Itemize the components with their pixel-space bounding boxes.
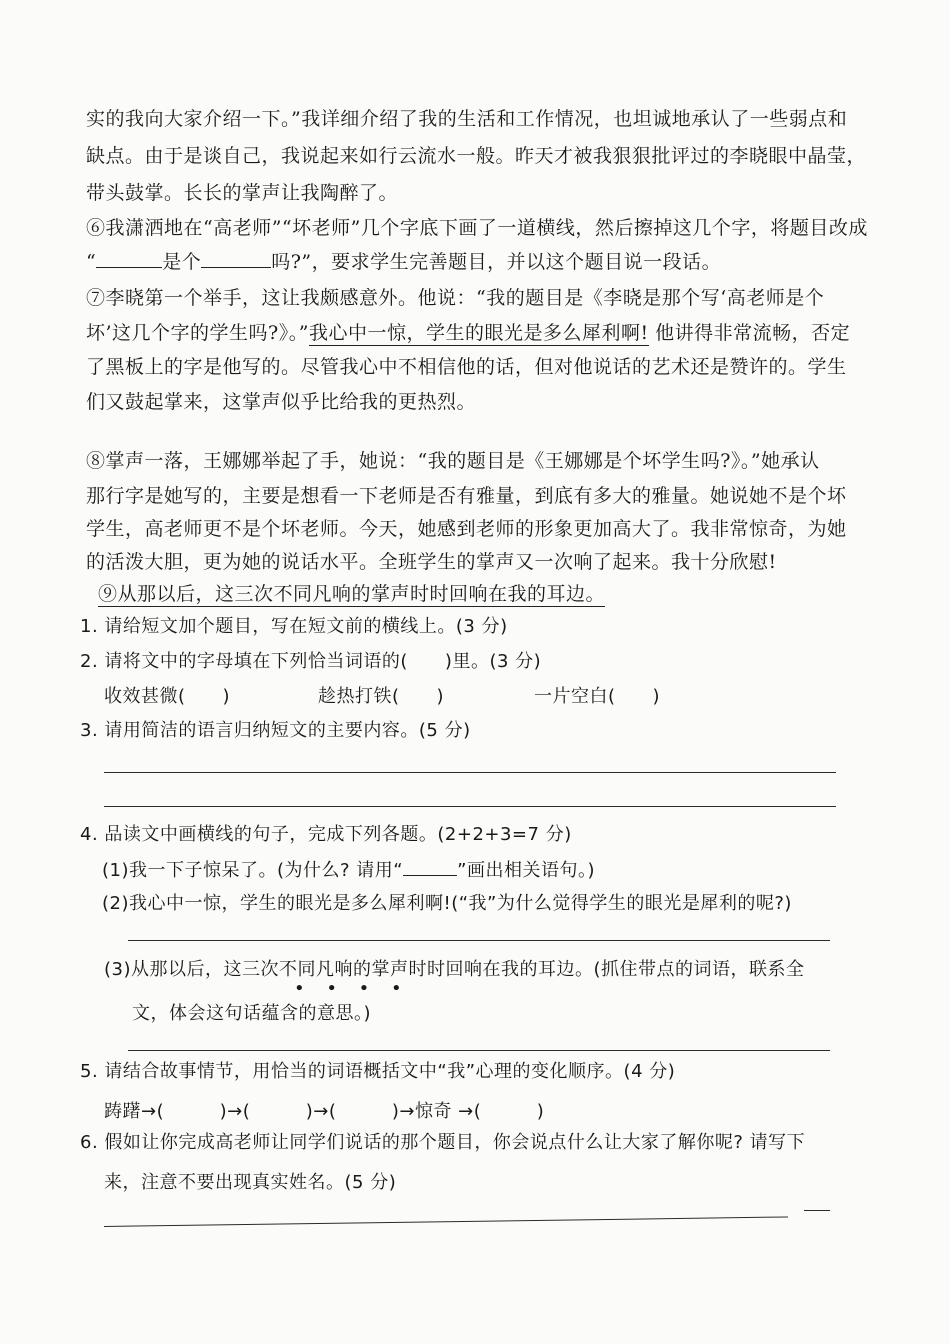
passage-line: 缺点。由于是谈自己，我说起来如行云流水一般。昨天才被我狠狠批评过的李晓眼中晶莹， xyxy=(86,145,867,167)
q5-sequence[interactable]: 踌躇→( )→( )→( )→惊奇 →( ) xyxy=(104,1101,545,1122)
passage-line: 实的我向大家介绍一下。”我详细介绍了我的生活和工作情况，也坦诚地承认了一些弱点和 xyxy=(86,108,848,130)
passage-line: 那行字是她写的，主要是想看一下老师是否有雅量，到底有多大的雅量。她说她不是个坏 xyxy=(86,485,847,507)
q2-item[interactable]: 一片空白( ) xyxy=(534,686,661,707)
question-5: 5. 请结合故事情节，用恰当的词语概括文中“我”心理的变化顺序。(4 分) xyxy=(80,1061,676,1082)
passage-line: 们又鼓起掌来，这掌声似乎比给我的更热烈。 xyxy=(86,391,477,413)
question-4-3: 文，体会这句话蕴含的意思。) xyxy=(132,1003,372,1024)
passage-line: ⑥我潇洒地在“高老师”“坏老师”几个字底下画了一道横线，然后擦掉这几个字，将题目改成 xyxy=(86,217,868,239)
answer-line[interactable] xyxy=(128,1050,830,1051)
question-4-2: (2)我心中一惊，学生的眼光是多么犀利啊!(“我”为什么觉得学生的眼光是犀利的呢?) xyxy=(102,893,792,914)
passage-text: 他讲得非常流畅，否定 xyxy=(648,322,851,344)
answer-line[interactable] xyxy=(804,1210,830,1211)
question-4-3: (3)从那以后，这三次不同凡响的掌声时时回响在我的耳边。(抓住带点的词语，联系全 xyxy=(104,959,805,980)
passage-line: 带头鼓掌。长长的掌声让我陶醉了。 xyxy=(86,182,399,204)
answer-line[interactable] xyxy=(104,1216,788,1227)
passage-line: 学生，高老师更不是个坏老师。今天，她感到老师的形象更加高大了。我非常惊奇，为她 xyxy=(86,518,847,540)
question-3: 3. 请用简洁的语言归纳短文的主要内容。(5 分) xyxy=(80,720,471,741)
question-6: 6. 假如让你完成高老师让同学们说话的那个题目，你会说点什么让大家了解你呢? 请写下 xyxy=(80,1132,806,1153)
question-1: 1. 请给短文加个题目，写在短文前的横线上。(3 分) xyxy=(80,616,508,637)
quote-mark: “ xyxy=(86,251,97,273)
underlined-sentence: ⑨从那以后，这三次不同凡响的掌声时时回响在我的耳边。 xyxy=(98,583,606,605)
answer-line[interactable] xyxy=(104,806,836,807)
passage-line: 的活泼大胆，更为她的说话水平。全班学生的掌声又一次响了起来。我十分欣慰! xyxy=(86,551,777,573)
answer-line[interactable] xyxy=(128,940,830,941)
question-2: 2. 请将文中的字母填在下列恰当词语的( )里。(3 分) xyxy=(80,651,542,672)
title-blank-1[interactable] xyxy=(96,249,162,268)
passage-text: 坏’这几个字的学生吗?》。” xyxy=(86,322,309,344)
answer-line[interactable] xyxy=(104,772,836,773)
underlined-sentence: 我心中一惊，学生的眼光是多么犀利啊! xyxy=(308,322,649,344)
passage-line xyxy=(86,320,850,346)
passage-text: 吗?”，要求学生完善题目，并以这个题目说一段话。 xyxy=(271,251,722,273)
passage-line xyxy=(98,581,605,607)
q2-item[interactable]: 趁热打铁( ) xyxy=(318,686,445,707)
question-6: 来，注意不要出现真实姓名。(5 分) xyxy=(104,1172,397,1193)
q2-item[interactable]: 收效甚微( ) xyxy=(104,686,231,707)
passage-line: ⑧掌声一落，王娜娜举起了手，她说：“我的题目是《王娜娜是个坏学生吗?》。”她承认 xyxy=(86,450,820,472)
question-4-1 xyxy=(102,857,595,884)
passage-line xyxy=(86,249,721,275)
passage-line: 了黑板上的字是他写的。尽管我心中不相信他的话，但对他说话的艺术还是赞许的。学生 xyxy=(86,356,847,378)
underline-sample xyxy=(403,857,457,876)
passage-line: ⑦李晓第一个举手，这让我颇感意外。他说：“我的题目是《李晓是那个写‘高老师是个 xyxy=(86,287,825,309)
passage-text: 是个 xyxy=(162,251,202,273)
title-blank-2[interactable] xyxy=(201,249,271,268)
emphasis-dots: • • • • xyxy=(294,978,410,999)
question-4: 4. 品读文中画横线的句子，完成下列各题。(2+2+3=7 分) xyxy=(80,824,572,845)
question-text: ”画出相关语句。) xyxy=(457,860,595,881)
question-text: (1)我一下子惊呆了。(为什么? 请用“ xyxy=(102,860,404,881)
